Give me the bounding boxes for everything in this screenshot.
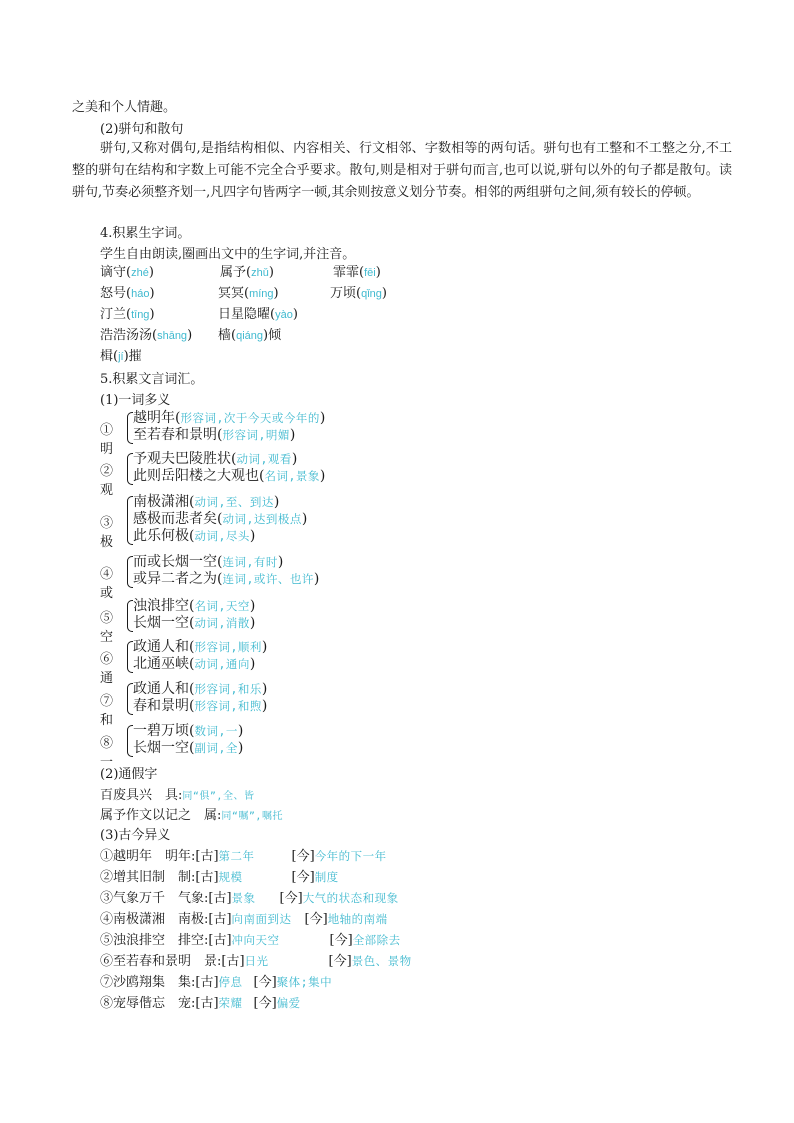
tongjia-annotation: 同“俱”,全、皆 [182, 791, 255, 802]
polysemy-head: ②观 [100, 464, 114, 498]
example-tail: ) [261, 639, 268, 655]
gujin-old-meaning: 规模 [218, 870, 243, 884]
example-annotation: 形容词,和乐 [194, 682, 262, 696]
gujin-lead: ④南极潇湘 南极:[古] [100, 912, 232, 927]
gujin-lead: ⑥至若春和景明 景:[古] [100, 954, 245, 969]
vocab-tail: ) [149, 286, 155, 301]
vocab-pinyin: yào [275, 309, 293, 321]
vocab-tail: ) [148, 265, 154, 280]
example-sentence: 政通人和( [133, 639, 195, 655]
gujin-lead: ⑦沙鸥翔集 集:[古] [100, 975, 219, 990]
gujin-new-meaning: 制度 [314, 870, 339, 884]
gujin-mid: [今] [279, 891, 303, 906]
vocab-pinyin: qǐng [361, 288, 382, 300]
example-annotation: 动词,达到极点 [222, 512, 302, 526]
example-tail: ) [273, 494, 280, 510]
example-sentence: 一碧万顷( [133, 723, 195, 739]
polysemy-head: ⑧一 [100, 736, 114, 770]
vocab-item [220, 265, 274, 281]
example-sentence: 南极潇湘( [133, 494, 195, 510]
polysemy-example [133, 410, 325, 426]
tongjia-title: (2)通假字 [100, 767, 158, 782]
section-4-title: 4.积累生字词。 [100, 226, 191, 241]
vocab-tail: )倾 [263, 328, 282, 343]
gujin-new-meaning: 聚体;集中 [276, 975, 333, 989]
example-tail: ) [319, 468, 326, 484]
polysemy-example [133, 656, 255, 672]
example-sentence: 至若春和景明( [133, 427, 223, 443]
example-tail: ) [261, 698, 268, 714]
example-annotation: 数词,一 [194, 724, 238, 738]
example-annotation: 名词,天空 [194, 599, 250, 613]
polysemy-example [133, 598, 255, 614]
polysemy-example [133, 427, 295, 443]
example-sentence: 长烟一空( [133, 740, 195, 756]
vocab-word: 浩浩汤汤( [100, 328, 158, 343]
vocab-word: 霏霏( [333, 265, 365, 280]
tongjia-text: 属予作文以记之 属: [100, 808, 222, 823]
polysemy-example [133, 740, 243, 756]
vocab-tail: ) [375, 265, 381, 280]
polysemy-head: ④或 [100, 567, 114, 601]
polysemy-example [133, 554, 283, 570]
vocab-tail: ) [149, 307, 155, 322]
vocab-word: 汀兰( [100, 307, 132, 322]
gujin-item [100, 848, 387, 865]
example-tail: ) [313, 571, 320, 587]
vocab-pinyin: háo [131, 288, 150, 300]
example-annotation: 动词,通向 [194, 657, 250, 671]
example-tail: ) [277, 554, 284, 570]
polysemy-head: ⑤空 [100, 611, 114, 645]
polysemy-example [133, 723, 243, 739]
example-tail: ) [261, 681, 268, 697]
vocab-item [330, 286, 387, 302]
example-tail: ) [289, 427, 296, 443]
polysemy-head: ③极 [100, 515, 114, 550]
polysemy-head: ⑦和 [100, 694, 114, 728]
vocab-tail: ) [273, 286, 279, 301]
gujin-mid: [今] [328, 954, 352, 969]
vocab-word: 日星隐曜( [218, 307, 276, 322]
vocab-pinyin: jí [118, 351, 124, 363]
example-tail: ) [291, 451, 298, 467]
example-annotation: 形容词,次于今天或今年的 [180, 411, 320, 425]
vocab-pinyin: zhé [131, 267, 149, 279]
vocab-tail: )摧 [123, 349, 142, 364]
example-annotation: 动词,消散 [194, 616, 250, 630]
gujin-lead: ③气象万千 气象:[古] [100, 891, 232, 906]
section-4-intro: 学生自由朗读,圈画出文中的生字词,并注音。 [100, 247, 356, 262]
gujin-item [100, 953, 412, 970]
gujin-new-meaning: 偏爱 [276, 996, 301, 1010]
gujin-mid: [今] [291, 870, 315, 885]
vocab-item [333, 265, 381, 281]
gujin-lead: ⑧宠辱偕忘 宠:[古] [100, 996, 219, 1011]
vocab-tail: ) [381, 286, 387, 301]
gujin-new-meaning: 大气的状态和现象 [302, 891, 399, 905]
example-sentence: 浊浪排空( [133, 598, 195, 614]
gujin-old-meaning: 向南面到达 [231, 912, 292, 926]
example-annotation: 形容词,顺利 [194, 640, 262, 654]
example-sentence: 越明年( [133, 410, 181, 426]
vocab-item [218, 328, 281, 344]
vocab-item [218, 286, 279, 302]
section-2-paragraph: 骈句,又称对偶句,是指结构相似、内容相关、行文相邻、字数相等的两句话。骈句也有工整和不工整之分,不工整的骈句在结构和字数上可能不完全合乎要求。散句,则是相对于骈句而言,也可以说,骈句以外的句子都是散句。读骈句,节奏必须整齐划一,凡四字句皆两字一顿,其余则按意义划分节奏。相邻的两组骈句之间,须有较长的停顿。 [72, 141, 732, 200]
example-sentence: 而或长烟一空( [133, 554, 223, 570]
example-annotation: 名词,景象 [264, 469, 320, 483]
vocab-tail: ) [292, 307, 298, 322]
polysemy-example [133, 639, 267, 655]
vocab-item [100, 265, 154, 281]
polysemy-head: ⑥通 [100, 652, 114, 686]
example-sentence: 此乐何极( [133, 528, 195, 544]
gujin-new-meaning: 全部除去 [352, 933, 401, 947]
gujin-item [100, 995, 301, 1012]
gujin-old-meaning: 冲向天空 [231, 933, 280, 947]
gujin-item [100, 932, 401, 949]
example-annotation: 动词,至、到达 [194, 495, 274, 509]
vocab-word: 属予( [220, 265, 252, 280]
example-tail: ) [237, 723, 244, 739]
vocab-item [218, 307, 298, 323]
gujin-lead: ⑤浊浪排空 排空:[古] [100, 933, 232, 948]
gujin-old-meaning: 第二年 [218, 849, 255, 863]
gujin-new-meaning: 景色、景物 [351, 954, 412, 968]
vocab-pinyin: shāng [157, 330, 188, 342]
gujin-mid: [今] [304, 912, 328, 927]
vocab-pinyin: míng [249, 288, 274, 300]
tongjia-item [100, 808, 283, 825]
polysemy-head: ①明 [100, 423, 114, 457]
polysemy-example [133, 528, 255, 544]
vocab-word: 谪守( [100, 265, 132, 280]
polysemy-example [133, 681, 267, 697]
vocab-word: 樯( [218, 328, 237, 343]
vocab-pinyin: qiáng [236, 330, 263, 342]
example-tail: ) [301, 511, 308, 527]
tongjia-text: 百废具兴 具: [100, 788, 183, 803]
example-annotation: 动词,尽头 [194, 529, 250, 543]
example-sentence: 或异二者之为( [133, 571, 223, 587]
polysemy-example [133, 468, 325, 484]
example-annotation: 形容词,和煦 [194, 699, 262, 713]
example-annotation: 形容词,明媚 [222, 428, 290, 442]
gujin-old-meaning: 荣耀 [218, 996, 243, 1010]
intro-line: 之美和个人情趣。 [72, 100, 177, 115]
vocab-item [100, 328, 192, 344]
gujin-title: (3)古今异义 [100, 828, 171, 843]
example-tail: ) [249, 528, 256, 544]
gujin-item [100, 890, 399, 907]
gujin-mid: [今] [253, 975, 277, 990]
vocab-word: 怒号( [100, 286, 132, 301]
example-sentence: 春和景明( [133, 698, 195, 714]
tongjia-item [100, 788, 254, 805]
example-sentence: 北通巫峡( [133, 656, 195, 672]
gujin-old-meaning: 日光 [244, 954, 269, 968]
example-sentence: 此则岳阳楼之大观也( [133, 468, 265, 484]
gujin-new-meaning: 地轴的南端 [327, 912, 388, 926]
vocab-tail: ) [187, 328, 193, 343]
example-tail: ) [249, 598, 256, 614]
section-5-title: 5.积累文言词汇。 [100, 372, 204, 387]
polysemy-example [133, 698, 267, 714]
polysemy-example [133, 451, 297, 467]
vocab-word: 万顷( [330, 286, 362, 301]
vocab-item [100, 286, 155, 302]
vocab-item [100, 349, 142, 365]
gujin-old-meaning: 景象 [231, 891, 256, 905]
example-annotation: 连词,或许、也许 [222, 572, 314, 586]
example-annotation: 副词,全 [194, 741, 238, 755]
example-annotation: 动词,观看 [236, 452, 292, 466]
example-tail: ) [319, 410, 326, 426]
polysemy-example [133, 571, 319, 587]
example-annotation: 连词,有时 [222, 555, 278, 569]
example-sentence: 感极而悲者矣( [133, 511, 223, 527]
gujin-mid: [今] [329, 933, 353, 948]
example-tail: ) [249, 615, 256, 631]
gujin-lead: ②增其旧制 制:[古] [100, 870, 219, 885]
gujin-item [100, 974, 332, 991]
section-2-title: (2)骈句和散句 [100, 122, 184, 137]
vocab-pinyin: tīng [131, 309, 150, 321]
gujin-mid: [今] [253, 996, 277, 1011]
tongjia-annotation: 同“嘱”,嘱托 [221, 811, 283, 822]
polysemy-title: (1)一词多义 [100, 393, 171, 408]
example-sentence: 予观夫巴陵胜状( [133, 451, 237, 467]
polysemy-example [133, 615, 255, 631]
gujin-old-meaning: 停息 [218, 975, 243, 989]
gujin-item [100, 869, 339, 886]
example-sentence: 政通人和( [133, 681, 195, 697]
example-tail: ) [237, 740, 244, 756]
vocab-item [100, 307, 155, 323]
polysemy-example [133, 511, 307, 527]
gujin-lead: ①越明年 明年:[古] [100, 849, 219, 864]
example-sentence: 长烟一空( [133, 615, 195, 631]
polysemy-example [133, 494, 279, 510]
vocab-pinyin: zhǔ [251, 267, 269, 279]
gujin-mid: [今] [291, 849, 315, 864]
vocab-pinyin: fēi [364, 267, 376, 279]
vocab-tail: ) [268, 265, 274, 280]
vocab-word: 楫( [100, 349, 119, 364]
vocab-word: 冥冥( [218, 286, 250, 301]
gujin-new-meaning: 今年的下一年 [314, 849, 387, 863]
example-tail: ) [249, 656, 256, 672]
gujin-item [100, 911, 388, 928]
